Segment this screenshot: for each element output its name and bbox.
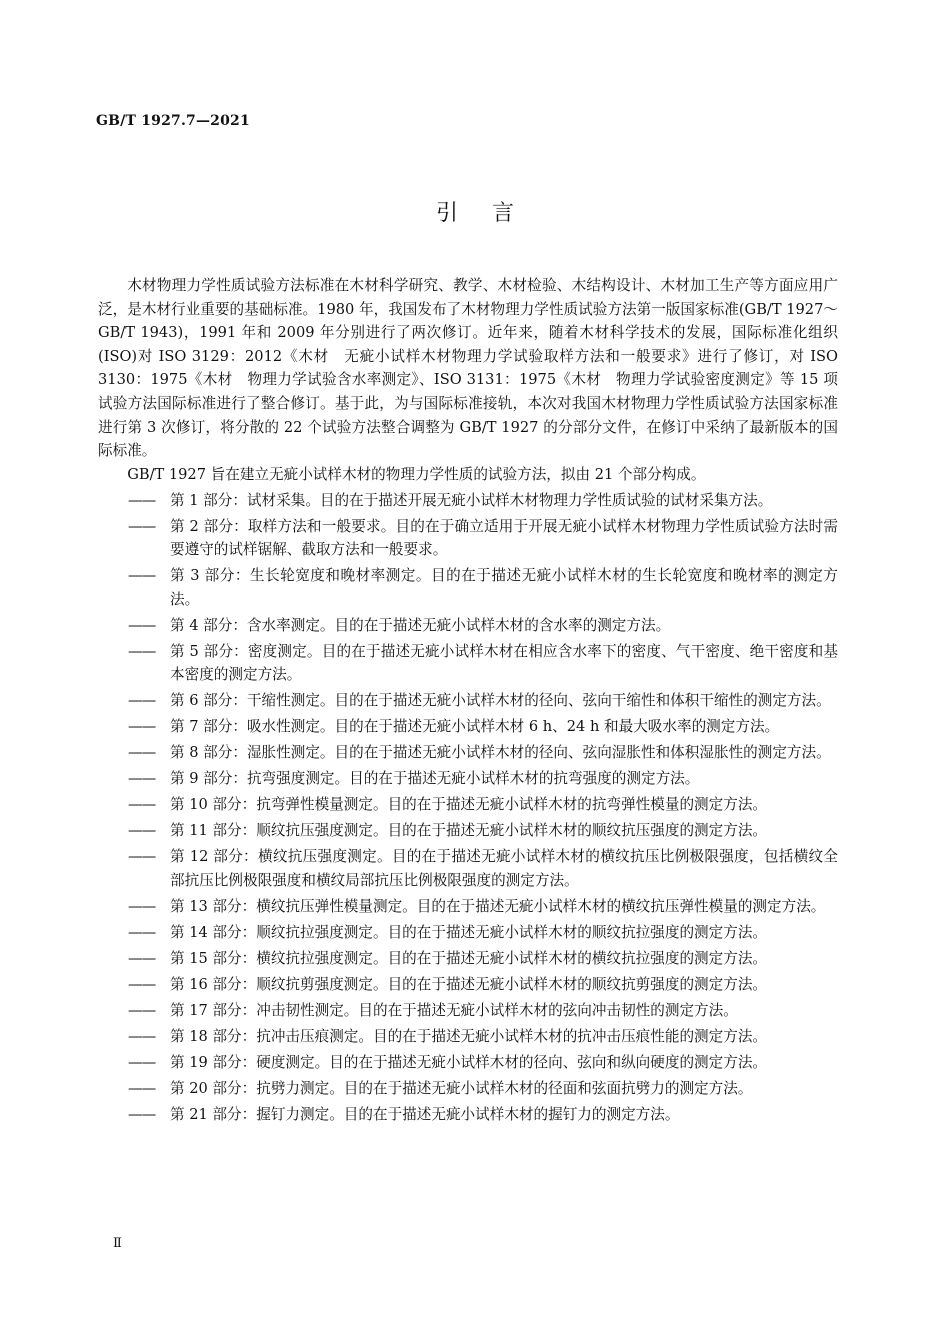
intro-paragraph: 木材物理力学性质试验方法标准在木材科学研究、教学、木材检验、木结构设计、木材加工生产等方面应用广泛，是木材行业重要的基础标准。1980 年，我国发布了木材物理力学性质试验方法第一版国家标准(GB/T 1927～GB/T 1943)，1991 年和 2009 年分别进行了两次修订。近年来，随着木材科学技术的发展，国际标准化组织(ISO)对 ISO 3129：2012《木材 无疵小试样木材物理力学试验取样方法和一般要求》进行了修订，对 ISO 3130：1975《木材 物理力学试验含水率测定》、ISO 3131：1975《木材 物理力学试验密度测定》等 15 项试验方法国际标准进行了整合修订。基于此，为与国际标准接轨，本次对我国木材物理力学性质试验方法国家标准进行第 3 次修订，将分散的 22 个试验方法整合调整为 GB/T 1927 的分部分文件，在修订中采纳了最新版本的国际标准。 xyxy=(98,277,838,460)
list-item xyxy=(98,1051,838,1075)
standard-code: GB/T 1927.7—2021 xyxy=(96,113,250,129)
list-item xyxy=(98,489,838,513)
list-item-text: 第 13 部分：横纹抗压弹性模量测定。目的在于描述无疵小试样木材的横纹抗压弹性模量的测定方法。 xyxy=(170,897,826,915)
list-item-text: 第 1 部分：试材采集。目的在于描述开展无疵小试样木材物理力学性质试验的试材采集方法。 xyxy=(170,491,773,509)
list-item xyxy=(98,973,838,997)
list-item-text: 第 4 部分：含水率测定。目的在于描述无疵小试样木材的含水率的测定方法。 xyxy=(170,616,671,634)
list-item xyxy=(98,819,838,843)
list-item-text: 第 12 部分：横纹抗压强度测定。目的在于描述无疵小试样木材的横纹抗压比例极限强度，包括横纹全部抗压比例极限强度和横纹局部抗压比例极限强度的测定方法。 xyxy=(170,848,838,889)
list-item-text: 第 3 部分：生长轮宽度和晚材率测定。目的在于描述无疵小试样木材的生长轮宽度和晚材率的测定方法。 xyxy=(170,567,838,608)
document-body xyxy=(98,274,838,1126)
dash-marker: —— xyxy=(128,897,156,915)
list-item-text: 第 16 部分：顺纹抗剪强度测定。目的在于描述无疵小试样木材的顺纹抗剪强度的测定方法。 xyxy=(170,975,768,993)
dash-marker: —— xyxy=(128,718,156,736)
list-item xyxy=(98,845,838,892)
list-item xyxy=(98,1103,838,1127)
list-item xyxy=(98,921,838,945)
list-item xyxy=(98,564,838,611)
list-item xyxy=(98,895,838,919)
dash-marker: —— xyxy=(128,744,156,762)
list-item-text: 第 18 部分：抗冲击压痕测定。目的在于描述无疵小试样木材的抗冲击压痕性能的测定方法。 xyxy=(170,1027,768,1045)
list-item xyxy=(98,614,838,638)
dash-marker: —— xyxy=(128,1105,156,1123)
dash-marker: —— xyxy=(128,642,156,660)
list-item xyxy=(98,999,838,1023)
dash-marker: —— xyxy=(128,567,156,585)
list-item-text: 第 19 部分：硬度测定。目的在于描述无疵小试样木材的径向、弦向和纵向硬度的测定方法。 xyxy=(170,1053,768,1071)
list-item-text: 第 10 部分：抗弯弹性模量测定。目的在于描述无疵小试样木材的抗弯弹性模量的测定方法。 xyxy=(170,796,768,814)
list-item-text: 第 21 部分：握钉力测定。目的在于描述无疵小试样木材的握钉力的测定方法。 xyxy=(170,1105,680,1123)
list-item-text: 第 17 部分：冲击韧性测定。目的在于描述无疵小试样木材的弦向冲击韧性的测定方法。 xyxy=(170,1001,738,1019)
list-item xyxy=(98,1077,838,1101)
dash-marker: —— xyxy=(128,491,156,509)
dash-marker: —— xyxy=(128,692,156,710)
list-item xyxy=(98,515,838,562)
page-number: Ⅱ xyxy=(113,1236,122,1251)
dash-marker: —— xyxy=(128,949,156,967)
list-item-text: 第 5 部分：密度测定。目的在于描述无疵小试样木材在相应含水率下的密度、气干密度、绝干密度和基本密度的测定方法。 xyxy=(170,642,838,684)
list-item xyxy=(98,793,838,817)
parts-list xyxy=(98,489,838,1127)
list-item-text: 第 8 部分：湿胀性测定。目的在于描述无疵小试样木材的径向、弦向湿胀性和体积湿胀性的测定方法。 xyxy=(170,744,831,762)
intro-paragraph: GB/T 1927 旨在建立无疵小试样木材的物理力学性质的试验方法，拟由 21 个部分构成。 xyxy=(127,465,706,483)
list-item-text: 第 15 部分：横纹抗拉强度测定。目的在于描述无疵小试样木材的横纹抗拉强度的测定方法。 xyxy=(170,949,768,967)
dash-marker: —— xyxy=(128,796,156,814)
list-item-text: 第 2 部分：取样方法和一般要求。目的在于确立适用于开展无疵小试样木材物理力学性质试验方法时需要遵守的试样锯解、截取方法和一般要求。 xyxy=(170,517,838,559)
dash-marker: —— xyxy=(128,770,156,788)
list-item xyxy=(98,640,838,687)
dash-marker: —— xyxy=(128,517,156,535)
dash-marker: —— xyxy=(128,616,156,634)
list-item xyxy=(98,947,838,971)
list-item xyxy=(98,689,838,713)
dash-marker: —— xyxy=(128,1001,156,1019)
list-item-text: 第 9 部分：抗弯强度测定。目的在于描述无疵小试样木材的抗弯强度的测定方法。 xyxy=(170,770,700,788)
dash-marker: —— xyxy=(128,848,156,866)
dash-marker: —— xyxy=(128,1053,156,1071)
list-item-text: 第 14 部分：顺纹抗拉强度测定。目的在于描述无疵小试样木材的顺纹抗拉强度的测定方法。 xyxy=(170,923,768,941)
dash-marker: —— xyxy=(128,822,156,840)
dash-marker: —— xyxy=(128,923,156,941)
page-title: 引言 xyxy=(435,201,548,226)
list-item xyxy=(98,741,838,765)
dash-marker: —— xyxy=(128,975,156,993)
list-item-text: 第 6 部分：干缩性测定。目的在于描述无疵小试样木材的径向、弦向干缩性和体积干缩性的测定方法。 xyxy=(170,692,831,710)
list-item-text: 第 7 部分：吸水性测定。目的在于描述无疵小试样木材 6 h、24 h 和最大吸水率的测定方法。 xyxy=(170,718,780,736)
list-item xyxy=(98,767,838,791)
list-item xyxy=(98,715,838,739)
list-item-text: 第 11 部分：顺纹抗压强度测定。目的在于描述无疵小试样木材的顺纹抗压强度的测定方法。 xyxy=(170,822,768,840)
list-item-text: 第 20 部分：抗劈力测定。目的在于描述无疵小试样木材的径面和弦面抗劈力的测定方法。 xyxy=(170,1079,753,1097)
list-item xyxy=(98,1025,838,1049)
dash-marker: —— xyxy=(128,1027,156,1045)
dash-marker: —— xyxy=(128,1079,156,1097)
